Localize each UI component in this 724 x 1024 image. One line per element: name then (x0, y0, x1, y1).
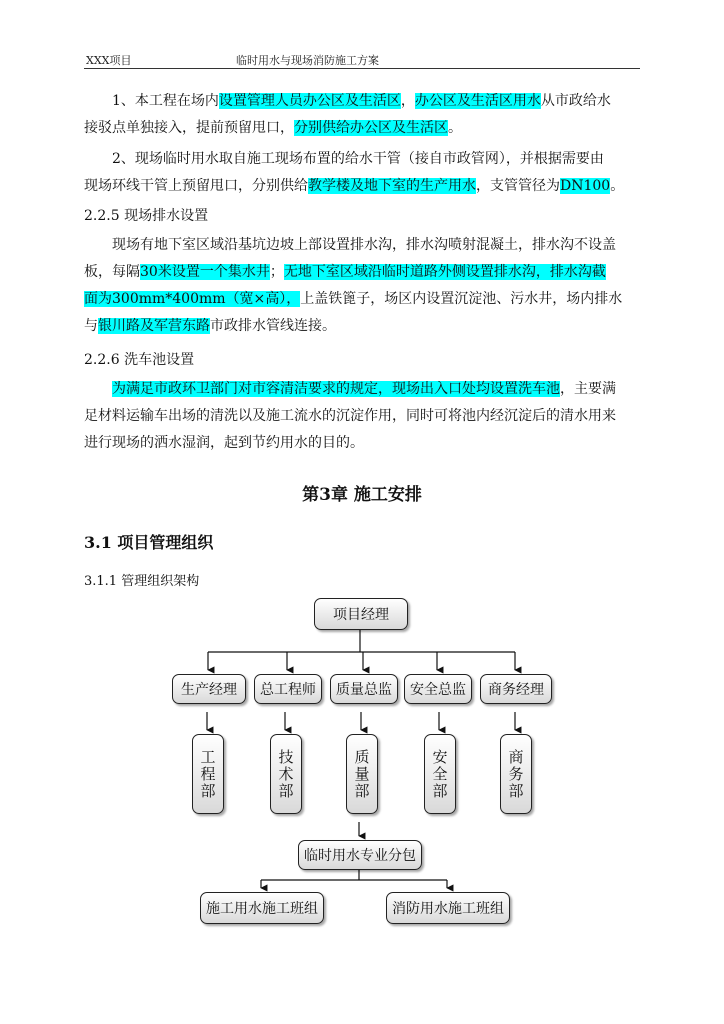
text-run: 从市政给水 (540, 93, 611, 109)
text-run: 上盖铁篦子，场区内设置沉淀池、污水井，场内排水 (300, 291, 623, 307)
heading-2-2-5: 2.2.5 现场排水设置 (84, 208, 209, 224)
highlighted-text: 面为300mm*400mm（宽×高）， (84, 291, 301, 307)
text-run: 足材料运输车出场的清洗以及施工流水的沉淀作用，同时可将池内经沉淀后的清水用来 (84, 408, 616, 424)
text-run: ， (400, 93, 415, 109)
highlighted-text: 办公区及生活区用水 (414, 93, 541, 109)
text-run: 。 (448, 120, 462, 136)
org-box-business-manager: 商务经理 (480, 674, 552, 704)
text-run: 1、本工程在场内 (112, 93, 219, 109)
text-run: 。 (610, 178, 625, 194)
heading-3-1-1: 3.1.1 管理组织架构 (84, 574, 200, 589)
chapter-title: 第3章 施工安排 (302, 485, 422, 505)
highlighted-text: DN100 (560, 178, 611, 194)
org-box-safety-director: 安全总监 (404, 674, 472, 704)
org-box-quality-dept: 质量部 (346, 734, 378, 814)
highlighted-text: 设置管理人员办公区及生活区 (218, 93, 401, 109)
heading-3-1: 3.1 项目管理组织 (84, 533, 214, 552)
highlighted-text: 无地下室区域沿临时道路外侧设置排水沟，排水沟截 (283, 264, 606, 280)
text-run: ，主要满 (560, 381, 616, 397)
org-box-quality-director: 质量总监 (330, 674, 398, 704)
org-box-fire-water-team: 消防用水施工班组 (386, 892, 510, 924)
text-run: 现场有地下室区域沿基坑边坡上部设置排水沟，排水沟喷射混凝土，排水沟不设盖 (112, 237, 616, 253)
org-box-technical-dept: 技术部 (270, 734, 302, 814)
text-run: 2、现场临时用水取自施工现场布置的给水干管（接自市政管网），并根据需要由 (112, 151, 604, 167)
heading-2-2-6: 2.2.6 洗车池设置 (84, 352, 195, 368)
org-box-chief-engineer: 总工程师 (254, 674, 322, 704)
header-doc-title: 临时用水与现场消防施工方案 (236, 54, 379, 67)
text-run: ，支管管径为 (476, 178, 560, 194)
highlighted-text: 银川路及军营东路 (98, 318, 210, 334)
text-run: 与 (84, 318, 98, 334)
org-box-safety-dept: 安全部 (424, 734, 456, 814)
org-box-business-dept: 商务部 (500, 734, 532, 814)
org-box-production-manager: 生产经理 (172, 674, 246, 704)
text-run: ； (269, 264, 284, 280)
org-box-subcontract: 临时用水专业分包 (298, 840, 422, 870)
highlighted-text: 分别供给办公区及生活区 (294, 120, 448, 136)
org-box-engineering-dept: 工程部 (192, 734, 224, 814)
org-box-construction-water-team: 施工用水施工班组 (200, 892, 324, 924)
org-box-project-manager: 项目经理 (314, 598, 408, 630)
highlighted-text: 教学楼及地下室的生产用水 (308, 178, 476, 194)
header-project: XXX项目 (86, 54, 132, 67)
highlighted-text: 为满足市政环卫部门对市容清洁要求的规定，现场出入口处均设置洗车池 (112, 381, 560, 397)
text-run: 板，每隔 (84, 264, 140, 280)
text-run: 现场环线干管上预留甩口，分别供给 (84, 178, 308, 194)
highlighted-text: 30米设置一个集水井 (140, 264, 270, 280)
text-run: 接驳点单独接入，提前预留甩口， (84, 120, 294, 136)
text-run: 市政排水管线连接。 (210, 318, 336, 334)
text-run: 进行现场的洒水湿润，起到节约用水的目的。 (84, 435, 364, 451)
